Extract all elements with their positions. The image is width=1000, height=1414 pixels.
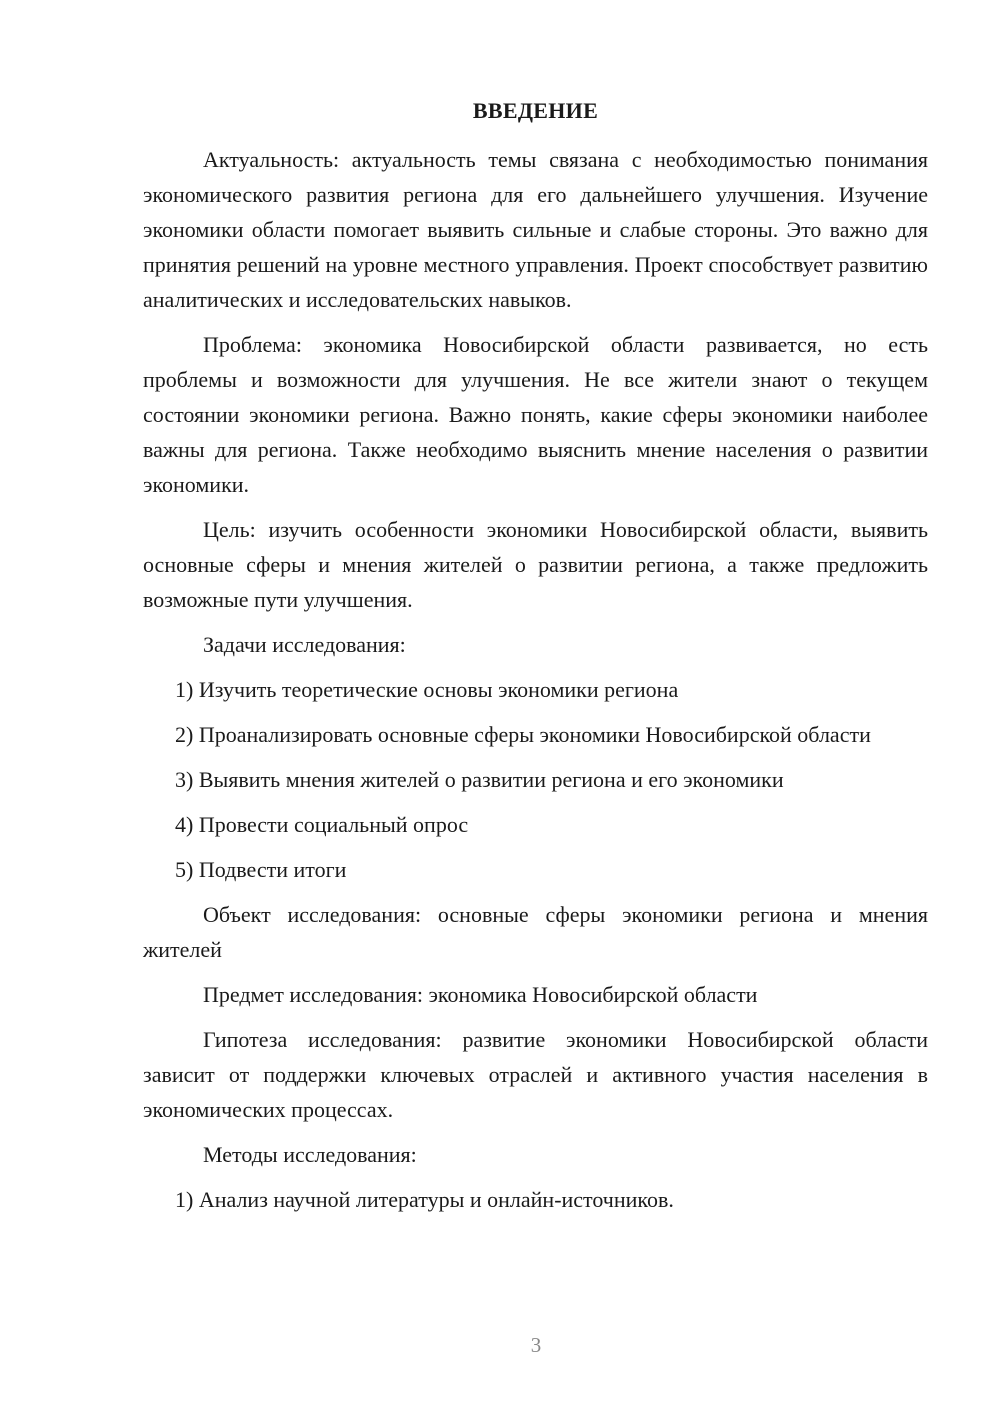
page-content: [143, 96, 928, 1227]
object-paragraph: Объект исследования: основные сферы экономики региона и мнения жителей: [143, 902, 928, 962]
problem-paragraph: Проблема: экономика Новосибирской области развивается, но есть проблемы и возможности для улучшения. Не все жители знают о текущем состоянии экономики региона. Важно понять, какие сферы экономики наиболее важны для региона. Также необходимо выяснить мнение населения о развитии экономики.: [143, 332, 928, 497]
task-item: 2) Проанализировать основные сферы экономики Новосибирской области: [175, 722, 871, 747]
relevance-paragraph: Актуальность: актуальность темы связана с необходимостью понимания экономического развития региона для его дальнейшего улучшения. Изучение экономики области помогает выявить сильные и слабые стороны. Это важно для принятия решений на уровне местного управления. Проект способствует развитию аналитических и исследовательских навыков.: [143, 147, 928, 312]
section-heading: ВВЕДЕНИЕ: [472, 98, 599, 123]
task-item: 3) Выявить мнения жителей о развитии региона и его экономики: [175, 767, 784, 792]
page-number: 3: [530, 1333, 542, 1357]
task-item: 1) Изучить теоретические основы экономики региона: [175, 677, 679, 702]
subject-paragraph: Предмет исследования: экономика Новосибирской области: [203, 982, 758, 1007]
method-item: 1) Анализ научной литературы и онлайн-источников.: [175, 1187, 674, 1212]
goal-paragraph: Цель: изучить особенности экономики Новосибирской области, выявить основные сферы и мнения жителей о развитии региона, а также предложить возможные пути улучшения.: [143, 517, 928, 612]
task-item: 5) Подвести итоги: [175, 857, 347, 882]
task-item: 4) Провести социальный опрос: [175, 812, 469, 837]
methods-heading: Методы исследования:: [203, 1142, 417, 1167]
hypothesis-paragraph: Гипотеза исследования: развитие экономики Новосибирской области зависит от поддержки ключевых отраслей и активного участия населения в экономических процессах.: [143, 1027, 928, 1122]
tasks-heading: Задачи исследования:: [203, 632, 406, 657]
